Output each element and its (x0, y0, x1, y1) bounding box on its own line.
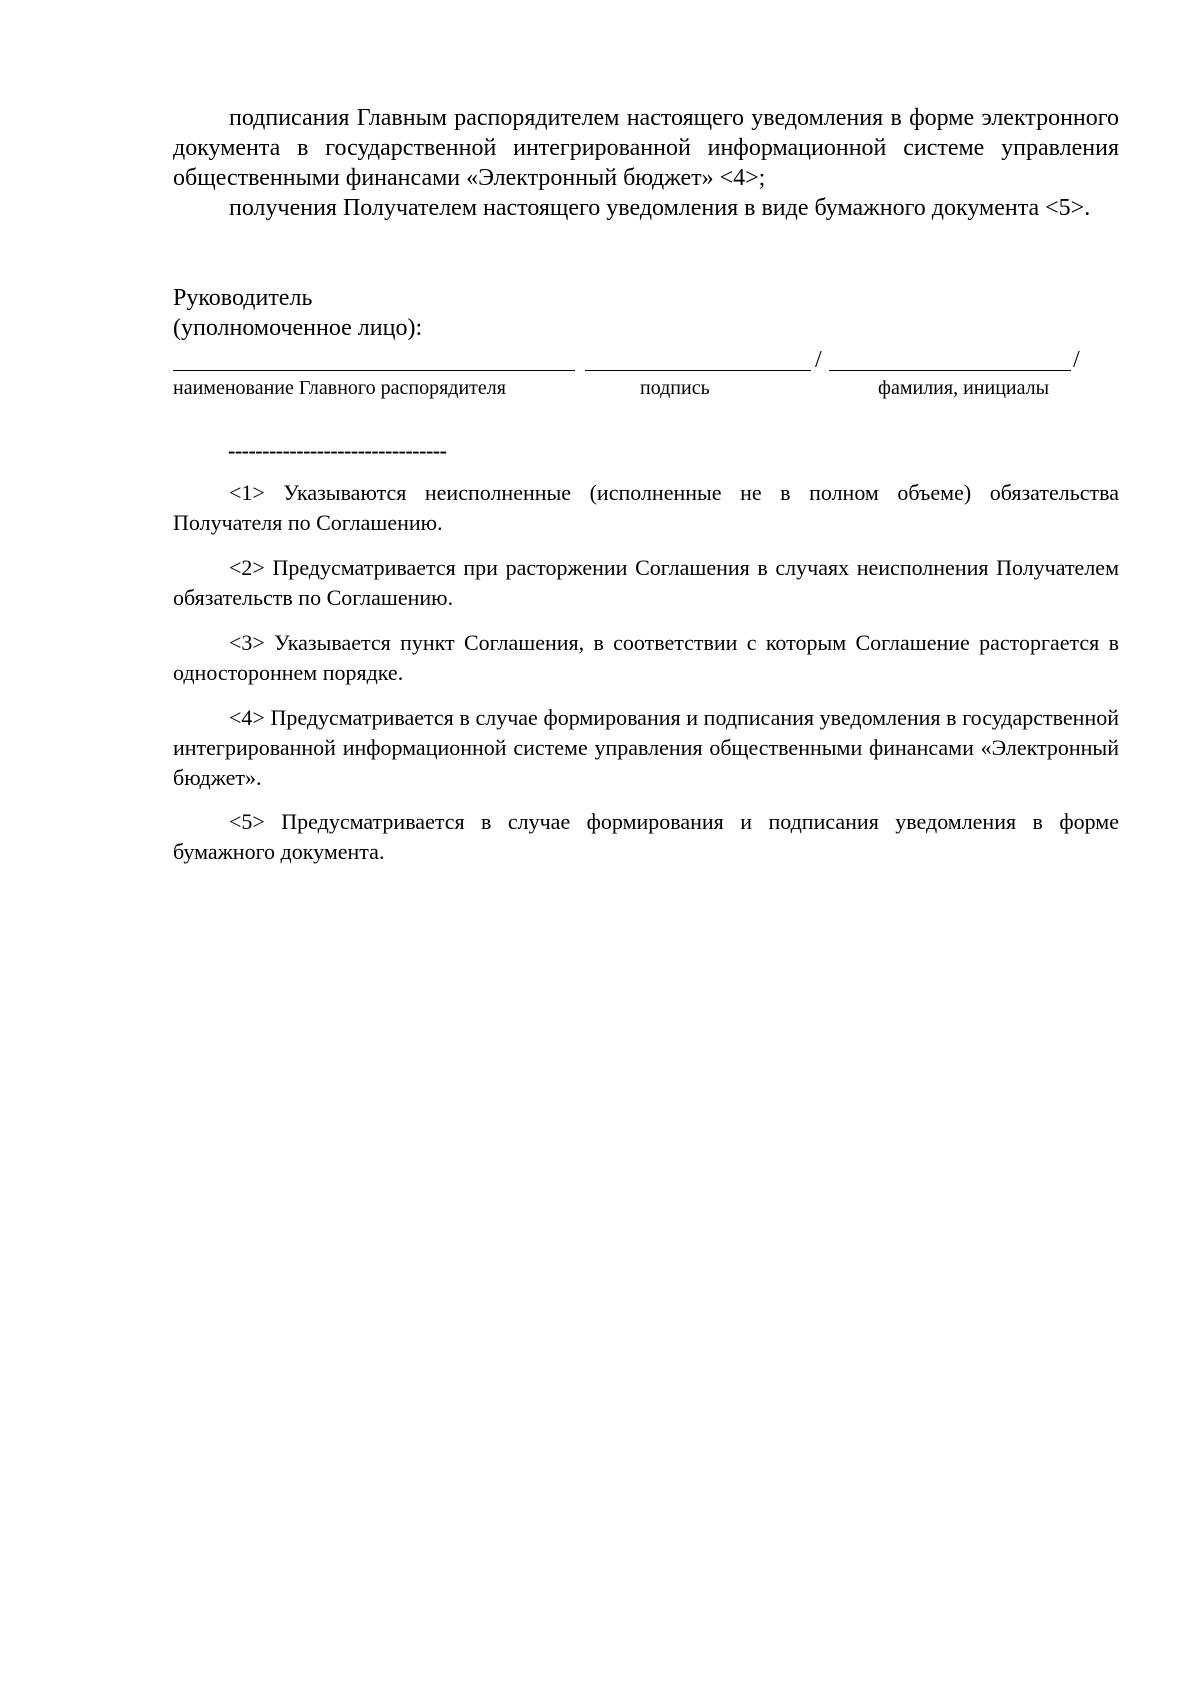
signatory-role (173, 283, 1119, 343)
signature-line (585, 370, 811, 371)
footnote-1-block (173, 478, 1119, 538)
footnote-4: <4> Предусматривается в случае формирования и подписания уведомления в государственной интегрированной информационной системе управления общественными финансами «Электронный бюджет». (173, 705, 1119, 790)
signature-block (173, 347, 1093, 404)
caption-initials: фамилия, инициалы (878, 377, 1050, 399)
footnote-3-block (173, 628, 1119, 688)
footnote-5: <5> Предусматривается в случае формирования и подписания уведомления в форме бумажного документа. (173, 809, 1119, 864)
body-paragraph-2: получения Получателем настоящего уведомления в виде бумажного документа <5>. (229, 195, 1091, 221)
footnote-3: <3> Указывается пункт Соглашения, в соответствии с которым Соглашение расторгается в одностороннем порядке. (173, 630, 1119, 685)
role-line-2: (уполномоченное лицо): (173, 315, 423, 341)
footnote-separator: -------------------------------- (228, 438, 447, 463)
name-line (173, 370, 575, 371)
slash-1: / (815, 347, 822, 373)
footnote-2: <2> Предусматривается при расторжении Соглашения в случаях неисполнения Получателем обязательств по Соглашению. (173, 555, 1119, 610)
footnote-2-block (173, 553, 1119, 613)
body-paragraph-1: подписания Главным распорядителем настоящего уведомления в форме электронного документа в государственной интегрированной информационной системе управления общественными финансами «Электронный бюджет» <4>; (173, 105, 1119, 191)
footnote-4-block (173, 703, 1119, 793)
initials-line (829, 370, 1071, 371)
caption-name: наименование Главного распорядителя (173, 377, 506, 399)
caption-signature: подпись (640, 377, 710, 399)
footnote-1: <1> Указываются неисполненные (исполненные не в полном объеме) обязательства Получателя по Соглашению. (173, 480, 1119, 535)
body-text (173, 103, 1119, 223)
role-line-1: Руководитель (173, 285, 313, 311)
slash-2: / (1073, 347, 1080, 373)
footnote-5-block (173, 807, 1119, 867)
